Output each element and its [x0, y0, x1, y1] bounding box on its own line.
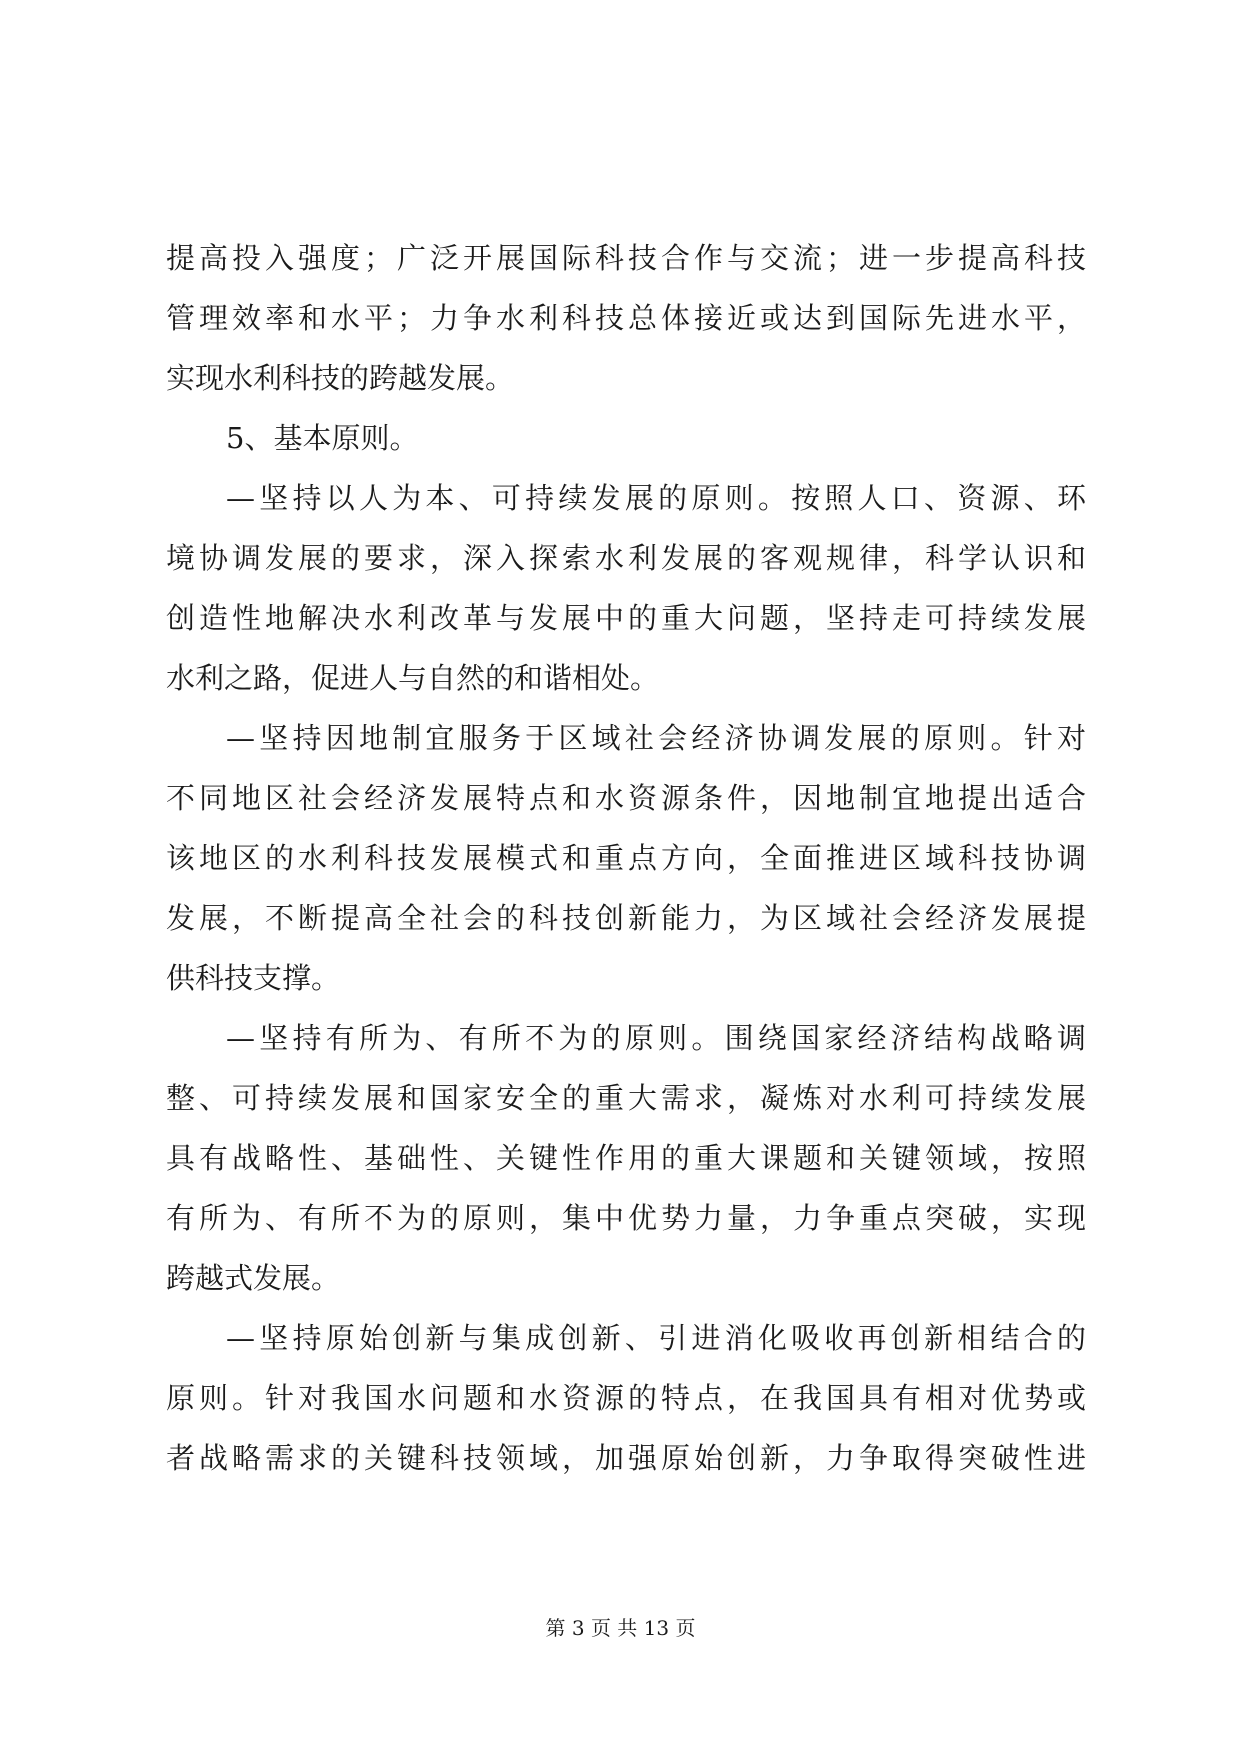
text-line: 水利之路，促进人与自然的和谐相处。 — [166, 661, 660, 695]
text-line: 管理效率和水平；力争水利科技总体接近或达到国际先进水平， — [166, 301, 1086, 335]
text-line: 不同地区社会经济发展特点和水资源条件，因地制宜地提出适合 — [166, 781, 1086, 815]
text-line: —坚持原始创新与集成创新、引进消化吸收再创新相结合的 — [226, 1321, 1086, 1355]
text-line: —坚持因地制宜服务于区域社会经济协调发展的原则。针对 — [226, 721, 1086, 755]
text-line: 原则。针对我国水问题和水资源的特点，在我国具有相对优势或 — [166, 1381, 1086, 1415]
text-line: 提高投入强度；广泛开展国际科技合作与交流；进一步提高科技 — [166, 241, 1086, 275]
text-line: 境协调发展的要求，深入探索水利发展的客观规律，科学认识和 — [166, 541, 1086, 575]
text-line: 整、可持续发展和国家安全的重大需求，凝炼对水利可持续发展 — [166, 1081, 1086, 1115]
text-line: 有所为、有所不为的原则，集中优势力量，力争重点突破，实现 — [166, 1201, 1086, 1235]
text-line: 发展，不断提高全社会的科技创新能力，为区域社会经济发展提 — [166, 901, 1086, 935]
text-line: 者战略需求的关键科技领域，加强原始创新，力争取得突破性进 — [166, 1441, 1086, 1475]
text-line: 该地区的水利科技发展模式和重点方向，全面推进区域科技协调 — [166, 841, 1086, 875]
page-footer: 第 3 页 共 13 页 — [545, 1616, 696, 1640]
text-line: —坚持以人为本、可持续发展的原则。按照人口、资源、环 — [226, 481, 1086, 515]
text-line: 实现水利科技的跨越发展。 — [166, 361, 515, 395]
text-line: 创造性地解决水利改革与发展中的重大问题，坚持走可持续发展 — [166, 601, 1086, 635]
text-line: 供科技支撑。 — [166, 961, 341, 995]
text-line: 跨越式发展。 — [166, 1261, 341, 1295]
text-line: —坚持有所为、有所不为的原则。围绕国家经济结构战略调 — [226, 1021, 1086, 1055]
text-line: 5、基本原则。 — [226, 421, 419, 455]
text-line: 具有战略性、基础性、关键性作用的重大课题和关键领域，按照 — [166, 1141, 1086, 1175]
body-text — [166, 228, 1086, 1488]
